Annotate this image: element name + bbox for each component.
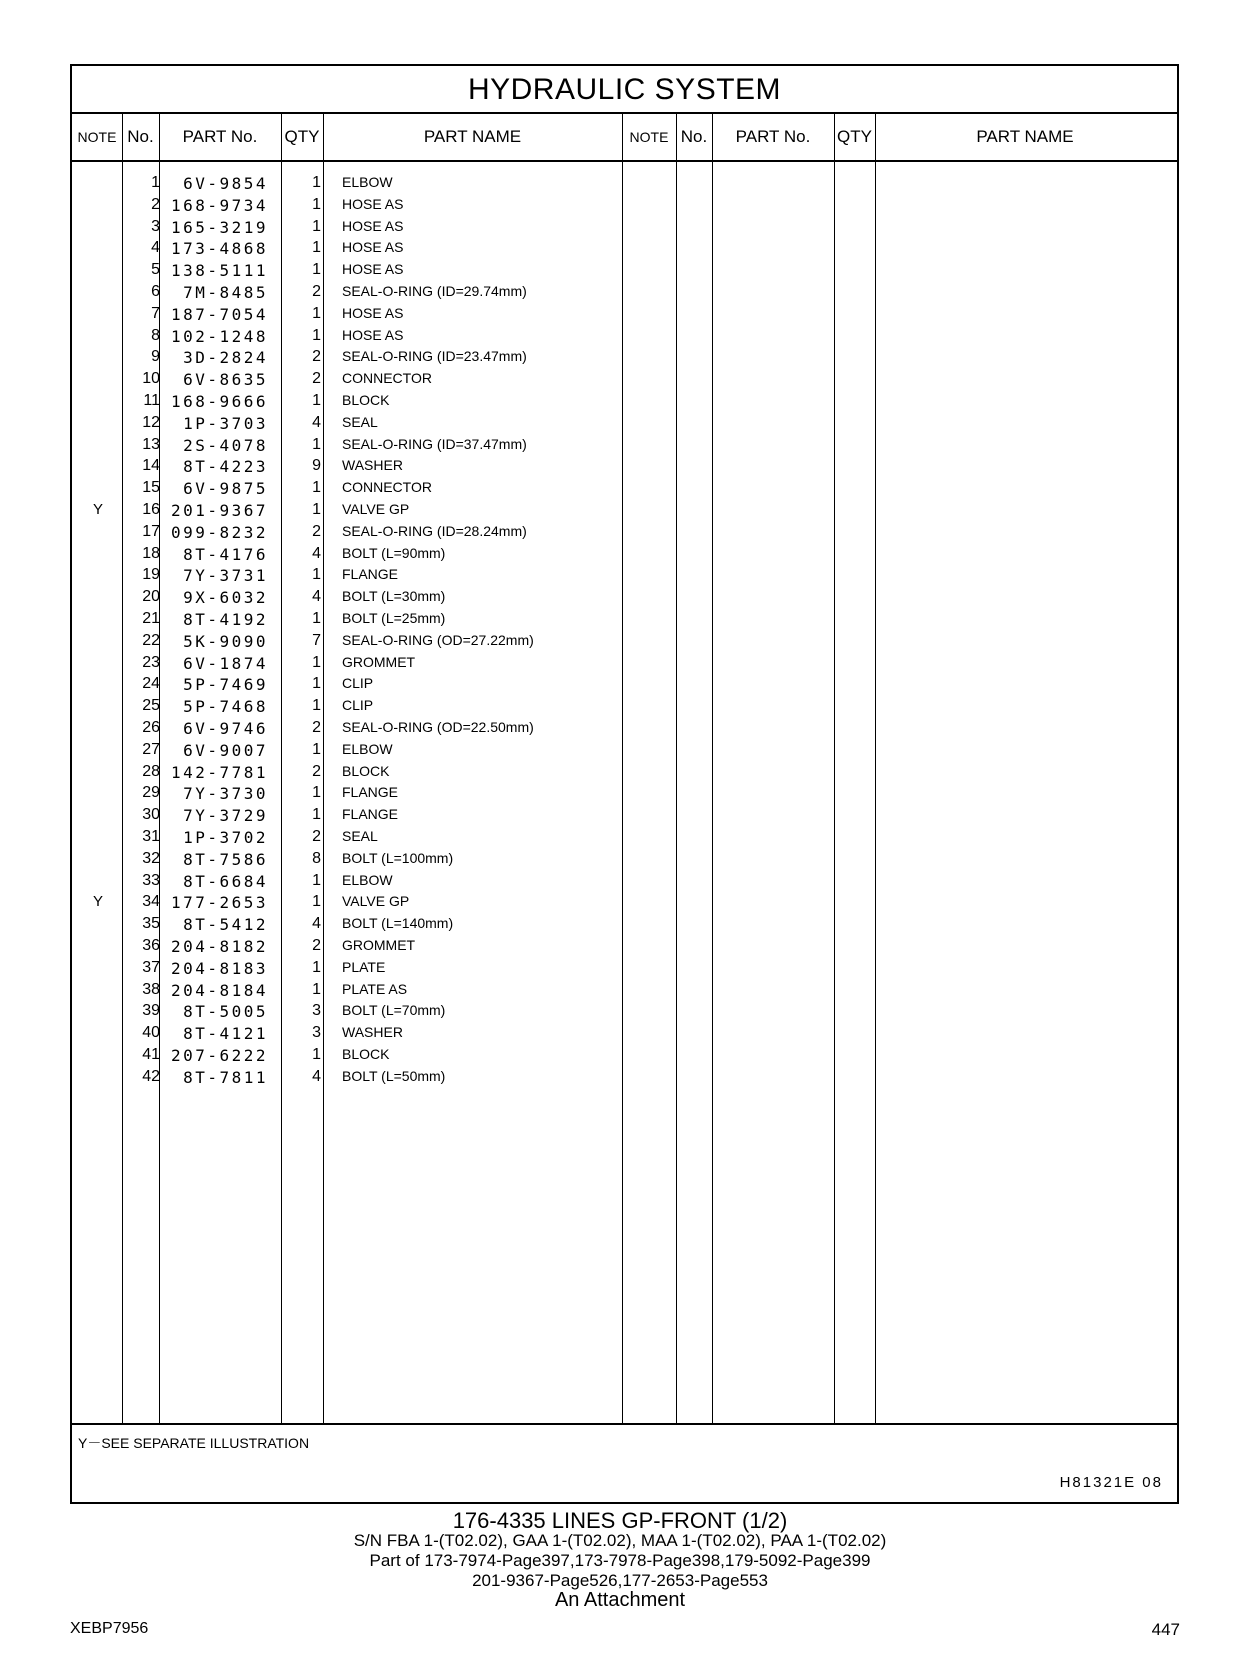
row-number: 40 <box>142 1024 160 1042</box>
row-part-name: BOLT (L=50mm) <box>342 1067 446 1084</box>
row-part-name: SEAL-O-RING (ID=29.74mm) <box>342 283 527 299</box>
row-part-number: 1P-3702 <box>183 828 268 847</box>
row-note: Y <box>92 501 103 518</box>
row-number: 13 <box>142 435 160 453</box>
header-no-right: No. <box>680 127 708 146</box>
header-no: No. <box>127 127 154 146</box>
row-part-number: 102-1248 <box>170 326 268 346</box>
row-part-name: HOSE AS <box>342 217 404 234</box>
table-row <box>72 763 1177 786</box>
row-part-number: 6V-9007 <box>183 740 268 760</box>
row-number: 33 <box>142 871 160 889</box>
header-part-no: PART No. <box>182 127 258 146</box>
row-number: 26 <box>142 719 160 736</box>
row-part-name: BOLT (L=25mm) <box>342 610 446 626</box>
row-number: 24 <box>142 675 160 693</box>
row-part-number: 8T-5005 <box>183 1002 268 1022</box>
row-quantity: 8 <box>312 849 321 867</box>
row-part-name: CLIP <box>342 697 374 714</box>
footnote: Y－SEE SEPARATE ILLUSTRATION <box>78 1435 310 1451</box>
row-number: 29 <box>142 784 160 802</box>
row-quantity: 3 <box>312 1002 321 1020</box>
row-number: 4 <box>151 239 160 257</box>
row-quantity: 1 <box>312 566 321 584</box>
row-part-name: SEAL-O-RING (OD=27.22mm) <box>342 631 534 648</box>
table-row <box>72 850 1177 873</box>
row-part-number: 138-5111 <box>170 261 268 281</box>
table-row <box>72 392 1177 415</box>
row-part-number: 3D-2824 <box>183 348 268 368</box>
row-part-name: HOSE AS <box>342 195 404 212</box>
row-part-name: PLATE AS <box>342 980 408 997</box>
row-number: 39 <box>142 1002 160 1020</box>
header-qty-right: QTY <box>837 127 872 146</box>
row-quantity: 1 <box>312 479 321 497</box>
table-row <box>72 348 1177 371</box>
row-part-name: SEAL-O-RING (ID=28.24mm) <box>342 522 527 539</box>
table-row <box>72 545 1177 568</box>
row-quantity: 7 <box>312 631 321 649</box>
row-quantity: 1 <box>312 326 321 344</box>
row-part-number: 5K-9090 <box>183 631 268 651</box>
row-part-name: FLANGE <box>342 806 399 823</box>
header-part-no-right: PART No. <box>735 127 811 146</box>
row-number: 19 <box>142 566 160 584</box>
row-part-name: FLANGE <box>342 784 399 801</box>
row-number: 2 <box>151 195 160 213</box>
row-part-name: BOLT (L=70mm) <box>342 1002 446 1019</box>
row-quantity: 1 <box>312 740 321 758</box>
row-quantity: 1 <box>312 304 321 322</box>
row-part-number: 6V-9854 <box>183 174 268 193</box>
row-quantity: 4 <box>312 915 321 933</box>
row-number: 23 <box>142 653 160 671</box>
row-part-number: 204-8182 <box>170 937 268 956</box>
table-row <box>72 436 1177 459</box>
row-number: 25 <box>142 697 160 715</box>
caption-title: 176-4335 LINES GP-FRONT (1/2) <box>452 1508 788 1533</box>
row-quantity: 2 <box>312 283 321 300</box>
row-quantity: 4 <box>312 1067 321 1085</box>
document-id: XEBP7956 <box>70 1620 149 1637</box>
row-part-name: BLOCK <box>342 392 390 408</box>
row-quantity: 1 <box>312 784 321 802</box>
table-row <box>72 501 1177 524</box>
row-quantity: 1 <box>312 1046 321 1063</box>
row-part-number: 187-7054 <box>170 304 268 324</box>
row-number: 18 <box>142 544 160 562</box>
row-part-name: SEAL-O-RING (OD=22.50mm) <box>342 719 534 735</box>
row-part-name: BOLT (L=30mm) <box>342 588 446 605</box>
table-row <box>72 327 1177 350</box>
row-number: 14 <box>142 457 160 475</box>
table-row <box>72 196 1177 219</box>
row-part-number: 8T-4121 <box>183 1024 268 1044</box>
row-part-name: SEAL <box>342 413 378 430</box>
table-row <box>72 174 1177 197</box>
row-part-number: 8T-7811 <box>183 1067 268 1087</box>
table-row <box>72 675 1177 698</box>
row-quantity: 1 <box>312 261 321 279</box>
row-quantity: 4 <box>312 413 321 431</box>
table-row <box>72 828 1177 851</box>
table-row <box>72 610 1177 633</box>
row-part-name: VALVE GP <box>342 501 410 517</box>
row-number: 20 <box>142 588 160 606</box>
row-number: 22 <box>142 631 160 649</box>
table-row <box>72 1068 1177 1091</box>
row-part-name: FLANGE <box>342 566 399 583</box>
row-number: 38 <box>142 980 160 998</box>
table-row <box>72 588 1177 611</box>
row-part-number: 7Y-3731 <box>183 566 268 586</box>
table-row <box>72 632 1177 655</box>
row-part-name: BOLT (L=140mm) <box>342 915 454 932</box>
row-part-name: WASHER <box>342 457 403 474</box>
row-quantity: 9 <box>312 457 321 475</box>
parts-list <box>72 162 1177 1492</box>
row-part-number: 168-9734 <box>170 195 268 215</box>
row-number: 1 <box>151 174 160 191</box>
row-quantity: 1 <box>312 174 321 191</box>
table-row <box>72 457 1177 480</box>
row-part-number: 5P-7468 <box>183 697 268 717</box>
row-quantity: 1 <box>312 217 321 235</box>
row-quantity: 1 <box>312 675 321 693</box>
row-part-name: ELBOW <box>342 174 393 190</box>
row-part-name: GROMMET <box>342 937 416 953</box>
table-row <box>72 893 1177 916</box>
row-quantity: 2 <box>312 522 321 540</box>
table-row <box>72 959 1177 982</box>
row-part-number: 168-9666 <box>170 392 268 411</box>
row-part-number: 207-6222 <box>170 1046 268 1065</box>
row-part-name: BOLT (L=100mm) <box>342 849 454 866</box>
header-part-name: PART NAME <box>423 127 522 146</box>
table-row <box>72 239 1177 262</box>
table-row <box>72 937 1177 960</box>
table-row <box>72 981 1177 1004</box>
header-part-name-right: PART NAME <box>976 127 1074 146</box>
table-row <box>72 414 1177 437</box>
row-quantity: 1 <box>312 806 321 824</box>
row-part-number: 7M-8485 <box>183 283 268 302</box>
row-number: 21 <box>142 610 160 627</box>
row-part-number: 8T-7586 <box>183 849 268 869</box>
row-part-name: HOSE AS <box>342 326 404 343</box>
row-number: 32 <box>142 849 160 867</box>
row-part-name: ELBOW <box>342 740 393 757</box>
row-number: 8 <box>151 326 160 344</box>
row-quantity: 1 <box>312 653 321 671</box>
row-quantity: 4 <box>312 588 321 606</box>
row-part-number: 2S-4078 <box>183 435 268 455</box>
row-part-name: CLIP <box>342 675 374 692</box>
row-note: Y <box>92 893 103 911</box>
row-part-name: BLOCK <box>342 762 390 779</box>
table-row <box>72 523 1177 546</box>
caption-part-of-continued: 201-9367-Page526,177-2653-Page553 <box>472 1571 768 1590</box>
row-part-name: HOSE AS <box>342 261 404 278</box>
row-part-number: 6V-8635 <box>183 370 268 390</box>
row-part-number: 9X-6032 <box>183 588 268 608</box>
row-part-name: ELBOW <box>342 871 393 888</box>
row-part-name: SEAL-O-RING (ID=23.47mm) <box>342 348 527 365</box>
row-part-number: 1P-3703 <box>183 413 268 433</box>
row-part-number: 6V-9746 <box>183 719 268 738</box>
table-header <box>72 114 1177 162</box>
row-number: 27 <box>142 740 160 758</box>
table-row <box>72 719 1177 742</box>
row-quantity: 1 <box>312 501 321 518</box>
row-number: 28 <box>142 762 160 780</box>
row-part-name: PLATE <box>342 958 386 975</box>
row-quantity: 1 <box>312 871 321 889</box>
row-number: 37 <box>142 958 160 976</box>
row-number: 11 <box>143 392 160 409</box>
footer-divider <box>72 1423 1177 1425</box>
row-number: 30 <box>142 806 160 824</box>
row-number: 41 <box>142 1046 160 1063</box>
row-part-number: 201-9367 <box>170 501 268 520</box>
row-number: 36 <box>142 937 160 954</box>
row-number: 12 <box>142 413 160 431</box>
row-part-number: 8T-6684 <box>183 871 268 891</box>
row-part-number: 8T-5412 <box>183 915 268 935</box>
row-quantity: 1 <box>312 239 321 257</box>
caption-serial: S/N FBA 1-(T02.02), GAA 1-(T02.02), MAA 1-(T02.02), PAA 1-(T02.02) <box>353 1531 887 1550</box>
row-part-name: WASHER <box>342 1024 403 1041</box>
table-row <box>72 370 1177 393</box>
row-quantity: 1 <box>312 195 321 213</box>
row-part-number: 7Y-3730 <box>183 784 268 804</box>
table-row <box>72 1002 1177 1025</box>
row-part-name: VALVE GP <box>342 893 410 910</box>
row-part-number: 142-7781 <box>170 762 268 782</box>
table-row <box>72 654 1177 677</box>
row-part-number: 5P-7469 <box>183 675 268 695</box>
row-part-name: CONNECTOR <box>342 370 432 387</box>
row-number: 15 <box>142 479 160 497</box>
row-part-number: 7Y-3729 <box>183 806 268 826</box>
row-part-name: BLOCK <box>342 1046 390 1062</box>
table-row <box>72 806 1177 829</box>
header-note-right: NOTE <box>629 129 669 145</box>
row-part-name: GROMMET <box>342 653 416 670</box>
row-part-name: HOSE AS <box>342 304 404 321</box>
row-number: 6 <box>151 283 160 300</box>
row-quantity: 1 <box>312 392 321 409</box>
table-row <box>72 261 1177 284</box>
row-quantity: 2 <box>312 937 321 954</box>
row-number: 7 <box>151 304 160 322</box>
row-part-name: BOLT (L=90mm) <box>342 544 446 561</box>
table-row <box>72 1024 1177 1047</box>
row-part-name: HOSE AS <box>342 239 404 256</box>
row-quantity: 2 <box>312 762 321 780</box>
row-part-number: 165-3219 <box>170 217 268 237</box>
row-quantity: 2 <box>312 828 321 845</box>
row-part-number: 8T-4223 <box>183 457 268 477</box>
table-row <box>72 741 1177 764</box>
table-row <box>72 566 1177 589</box>
row-part-number: 204-8184 <box>170 980 268 1000</box>
row-part-name: SEAL <box>342 828 378 844</box>
row-part-number: 8T-4176 <box>183 544 268 564</box>
row-number: 9 <box>151 348 160 366</box>
row-part-number: 6V-9875 <box>183 479 268 499</box>
row-number: 42 <box>142 1067 160 1085</box>
row-number: 16 <box>142 501 160 518</box>
page-number: 447 <box>1151 1620 1180 1639</box>
row-quantity: 1 <box>312 958 321 976</box>
row-part-number: 099-8232 <box>170 522 268 542</box>
row-part-name: CONNECTOR <box>342 479 432 496</box>
row-quantity: 2 <box>312 370 321 388</box>
row-number: 34 <box>142 893 160 911</box>
caption-part-of: Part of 173-7974-Page397,173-7978-Page398,179-5092-Page399 <box>369 1551 871 1570</box>
row-part-number: 177-2653 <box>170 893 268 913</box>
illustration-code: H81321E 08 <box>1059 1474 1163 1491</box>
row-quantity: 3 <box>312 1024 321 1042</box>
table-row <box>72 872 1177 895</box>
table-row <box>72 697 1177 720</box>
parts-table-frame <box>70 64 1179 1504</box>
table-row <box>72 479 1177 502</box>
row-quantity: 1 <box>312 435 321 453</box>
table-row <box>72 915 1177 938</box>
row-quantity: 1 <box>312 697 321 715</box>
row-number: 3 <box>151 217 160 235</box>
table-row <box>72 784 1177 807</box>
table-row <box>72 305 1177 328</box>
table-row <box>72 218 1177 241</box>
row-number: 35 <box>142 915 160 933</box>
caption-attachment: An Attachment <box>554 1589 686 1611</box>
row-part-number: 173-4868 <box>170 239 268 259</box>
row-quantity: 2 <box>312 719 321 736</box>
header-qty: QTY <box>284 127 320 146</box>
row-part-number: 204-8183 <box>170 958 268 978</box>
row-part-number: 8T-4192 <box>183 610 268 629</box>
row-quantity: 1 <box>312 893 321 911</box>
row-number: 10 <box>142 370 160 388</box>
row-number: 5 <box>151 261 160 279</box>
row-part-number: 6V-1874 <box>183 653 268 673</box>
page-title: HYDRAULIC SYSTEM <box>72 66 1177 114</box>
row-quantity: 2 <box>312 348 321 366</box>
table-row <box>72 1046 1177 1069</box>
row-quantity: 1 <box>312 980 321 998</box>
row-number: 17 <box>142 522 160 540</box>
table-row <box>72 283 1177 306</box>
header-note: NOTE <box>77 129 117 145</box>
row-part-name: SEAL-O-RING (ID=37.47mm) <box>342 435 527 452</box>
row-quantity: 4 <box>312 544 321 562</box>
row-quantity: 1 <box>312 610 321 627</box>
row-number: 31 <box>142 828 160 845</box>
